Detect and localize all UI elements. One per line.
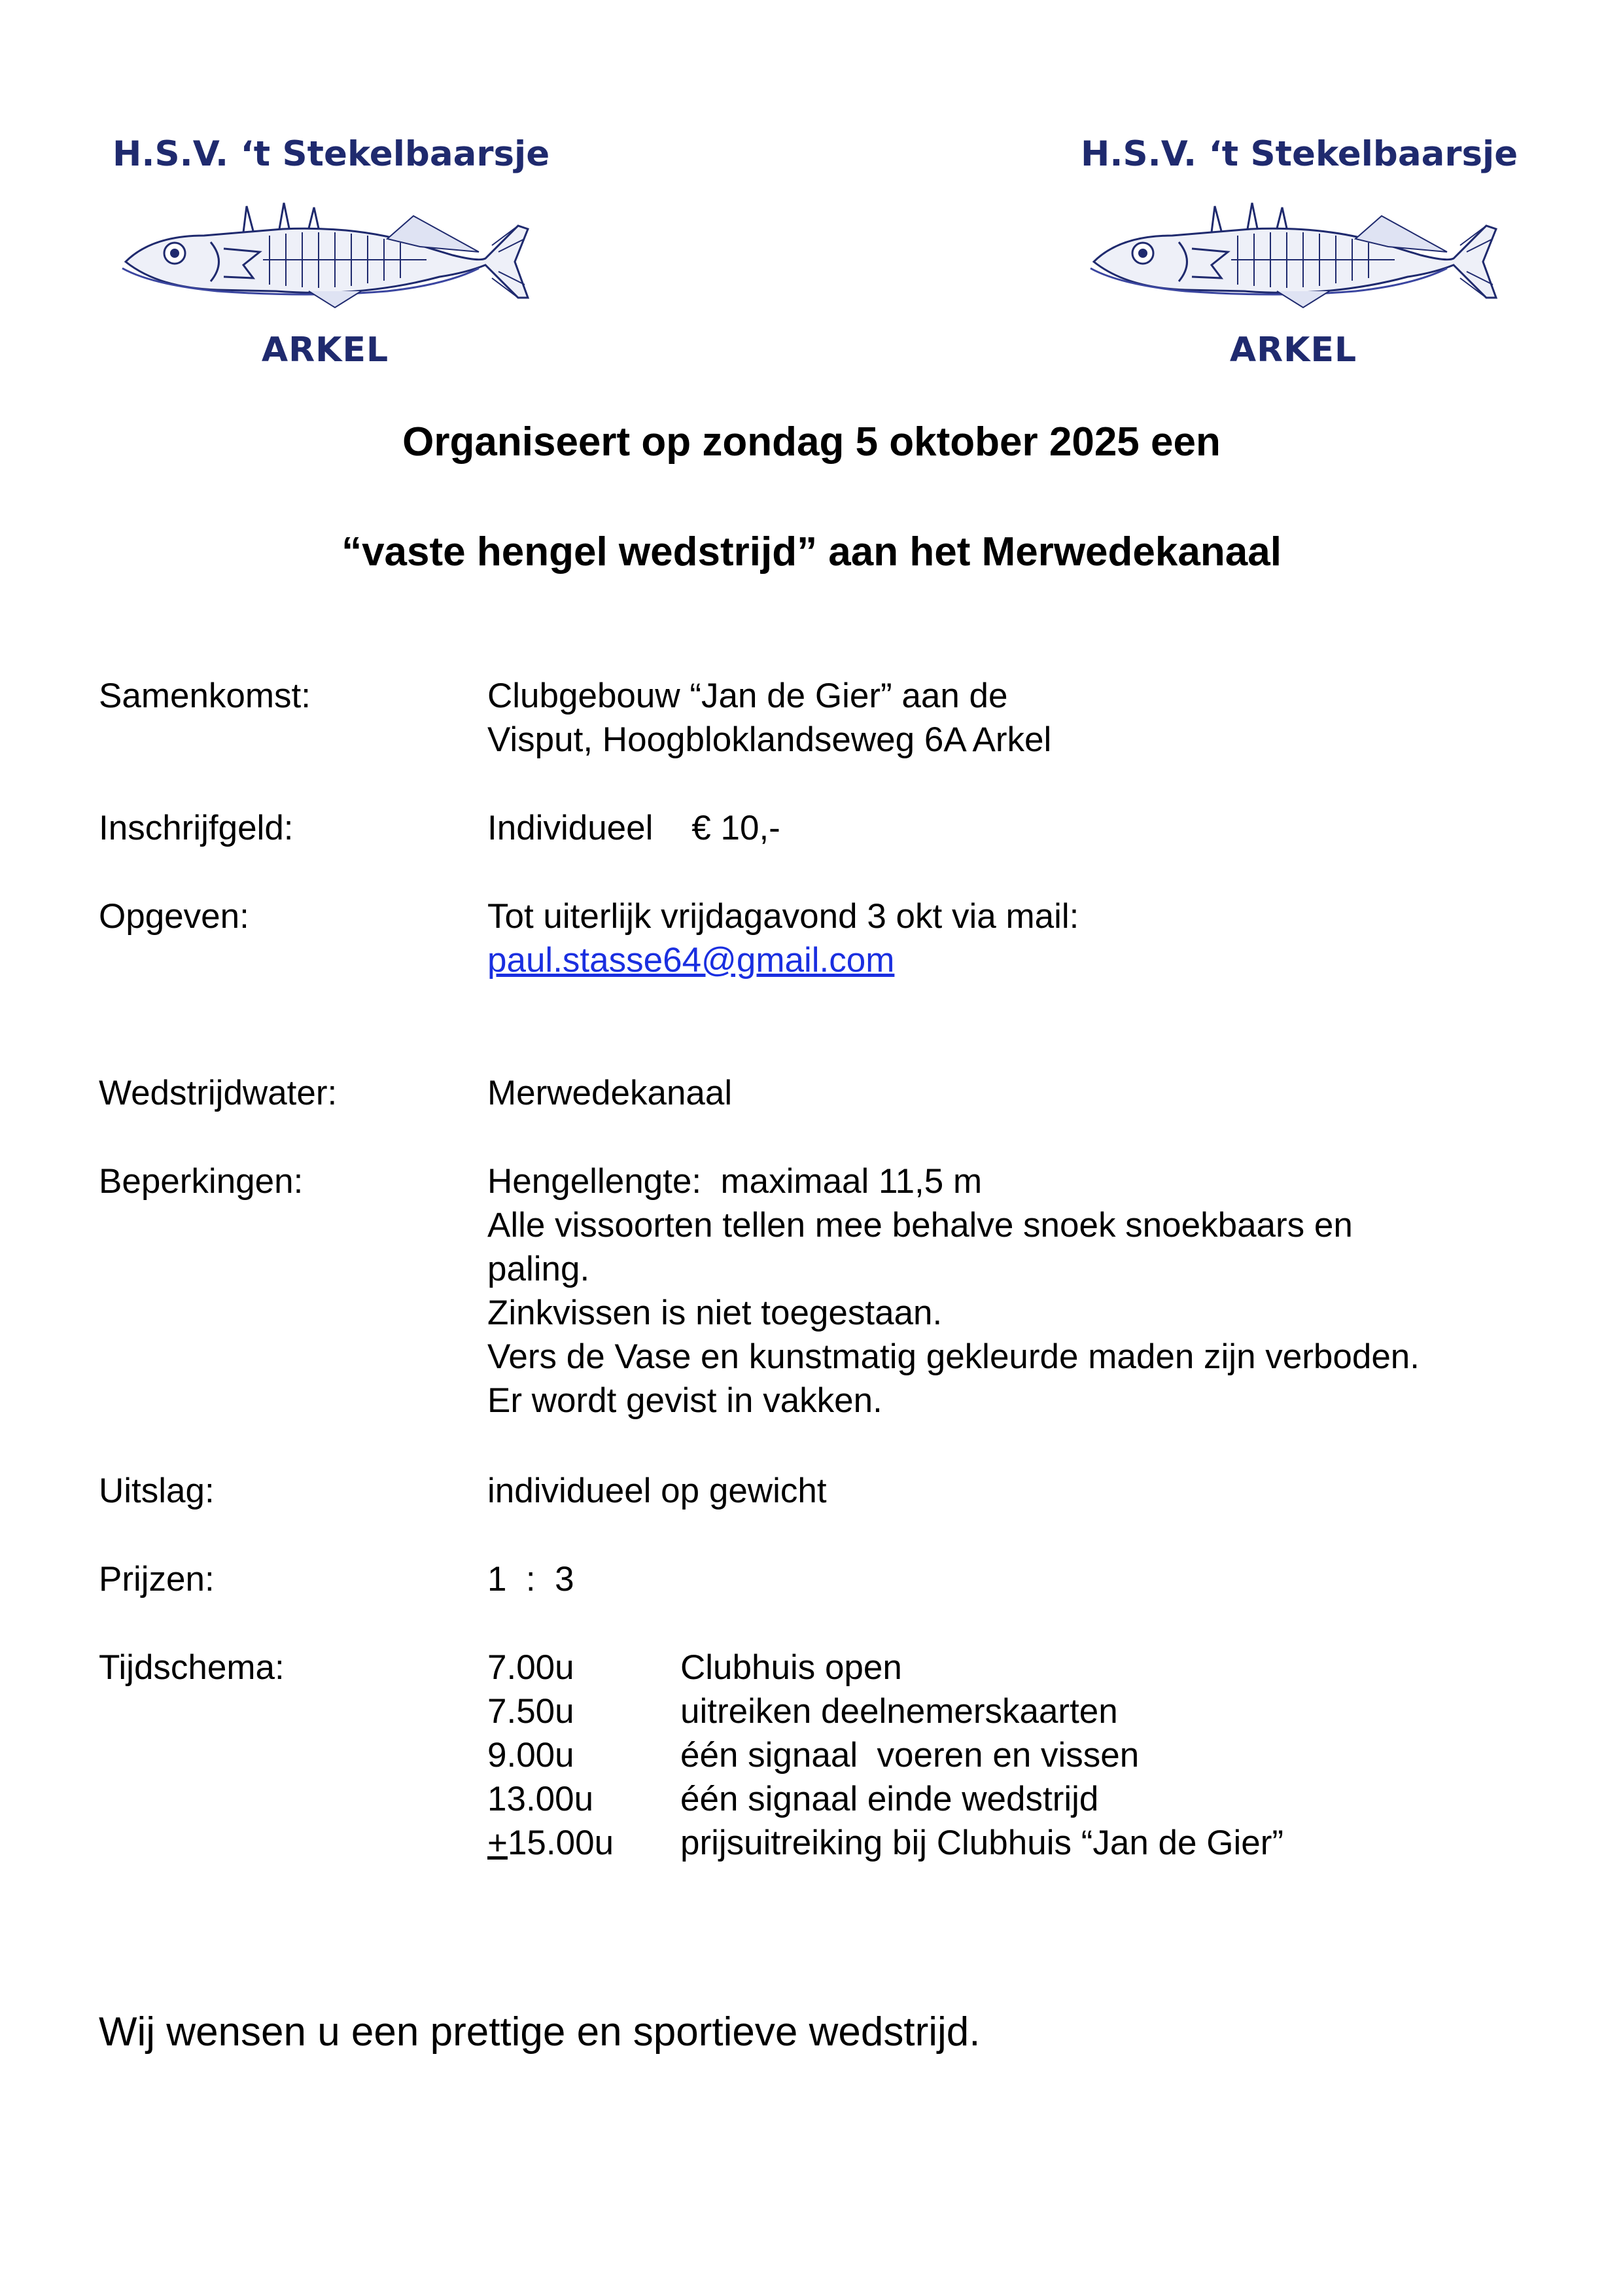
club-name: H.S.V. ‘t Stekelbaarsje: [113, 134, 550, 174]
prijzen-value: 1 : 3: [487, 1560, 574, 1598]
tijdschema-label: Tijdschema:: [99, 1648, 285, 1687]
samenkomst-line: Visput, Hoogbloklandseweg 6A Arkel: [487, 720, 1052, 759]
email-link[interactable]: paul.stasse64@gmail.com: [487, 941, 895, 980]
stickleback-fish-icon: [113, 200, 538, 324]
club-name: H.S.V. ‘t Stekelbaarsje: [1081, 134, 1518, 174]
wedstrijdwater-value: Merwedekanaal: [487, 1074, 733, 1112]
wedstrijdwater-label: Wedstrijdwater:: [99, 1074, 338, 1112]
inschrijfgeld-value: Individueel € 10,-: [487, 809, 780, 847]
opgeven-value: [487, 894, 1079, 982]
beperking-line: Alle vissoorten tellen mee behalve snoek snoekbaars en: [487, 1206, 1353, 1245]
schedule-time: 13.00u: [487, 1780, 594, 1818]
schedule-time: [487, 1821, 614, 1865]
schedule-time-value: 15.00u: [507, 1824, 614, 1862]
schedule-desc: één signaal voeren en vissen: [680, 1736, 1140, 1775]
club-logo-right: [1081, 128, 1518, 376]
beperkingen-label: Beperkingen:: [99, 1162, 304, 1201]
schedule-desc: prijsuitreiking bij Clubhuis “Jan de Gier”: [680, 1824, 1283, 1862]
beperking-line: Zinkvissen is niet toegestaan.: [487, 1294, 943, 1332]
headline-event: “vaste hengel wedstrijd” aan het Merwedekanaal: [341, 529, 1282, 574]
inschrijfgeld-label: Inschrijfgeld:: [99, 809, 294, 847]
schedule-time: 7.00u: [487, 1648, 574, 1687]
club-place: ARKEL: [261, 330, 389, 370]
opgeven-label: Opgeven:: [99, 897, 249, 936]
samenkomst-line: Clubgebouw “Jan de Gier” aan de: [487, 677, 1008, 715]
club-logo-left: [113, 128, 550, 376]
schedule-desc: één signaal einde wedstrijd: [680, 1780, 1099, 1818]
samenkomst-value: [487, 674, 1051, 762]
uitslag-label: Uitslag:: [99, 1472, 215, 1510]
beperking-line: paling.: [487, 1250, 590, 1288]
closing-text: Wij wensen u een prettige en sportieve wedstrijd.: [99, 2009, 981, 2055]
schedule-desc: uitreiken deelnemerskaarten: [680, 1692, 1118, 1731]
samenkomst-label: Samenkomst:: [99, 677, 311, 715]
beperking-line: Hengellengte: maximaal 11,5 m: [487, 1162, 983, 1201]
beperking-line: Vers de Vase en kunstmatig gekleurde maden zijn verboden.: [487, 1337, 1420, 1376]
schedule-desc: Clubhuis open: [680, 1648, 902, 1687]
plus-minus-prefix: +: [487, 1824, 508, 1862]
beperking-line: Er wordt gevist in vakken.: [487, 1381, 882, 1420]
schedule-time: 7.50u: [487, 1692, 574, 1731]
beperkingen-value: [487, 1159, 1420, 1422]
schedule-time: 9.00u: [487, 1736, 574, 1775]
prijzen-label: Prijzen:: [99, 1560, 215, 1598]
club-place: ARKEL: [1229, 330, 1357, 370]
opgeven-text: Tot uiterlijk vrijdagavond 3 okt via mail:: [487, 897, 1079, 936]
uitslag-value: individueel op gewicht: [487, 1472, 827, 1510]
headline-date: Organiseert op zondag 5 oktober 2025 een: [402, 419, 1221, 465]
stickleback-fish-icon: [1081, 200, 1506, 324]
